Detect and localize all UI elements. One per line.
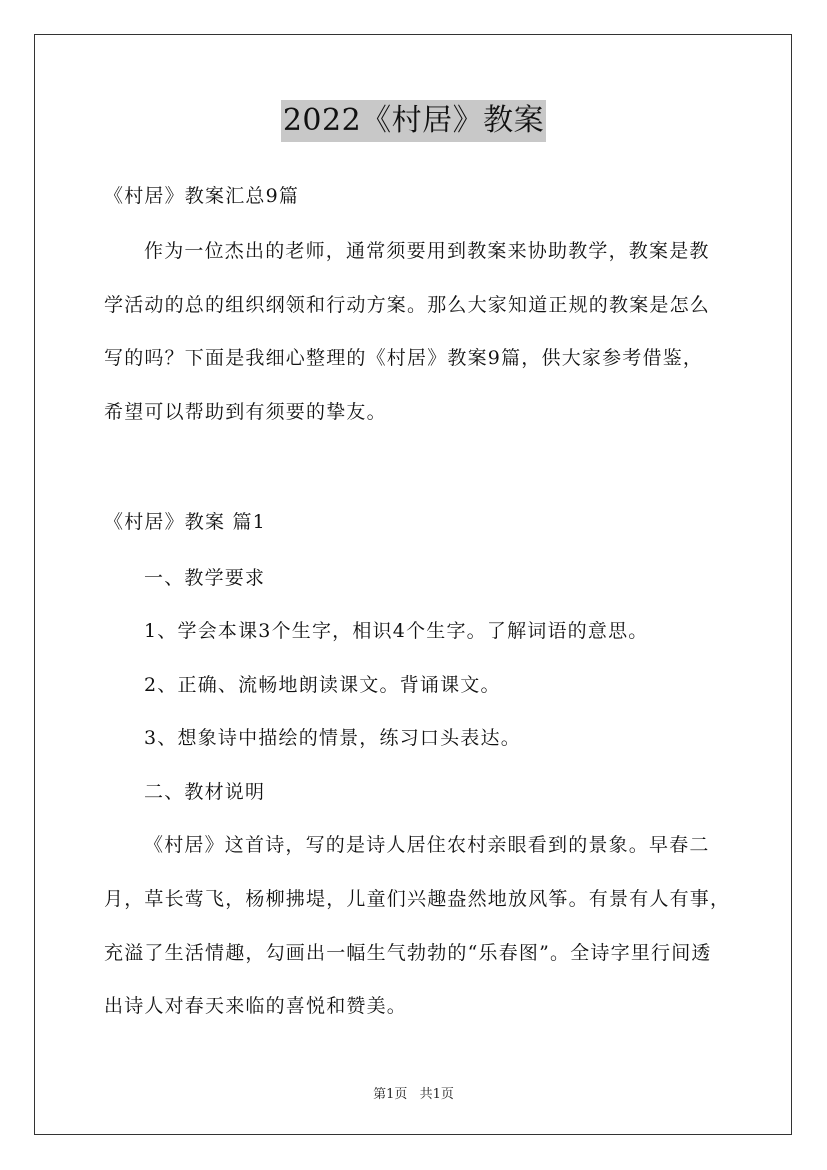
- section-heading: 《村居》教案 篇1: [104, 511, 266, 533]
- intro-line-3: 写的吗？下面是我细心整理的《村居》教案9篇，供大家参考借鉴，: [104, 347, 704, 369]
- intro-line-4: 希望可以帮助到有须要的挚友。: [104, 401, 387, 423]
- page-number: 第1页: [373, 1087, 408, 1102]
- part1-item-1: 1、学会本课3个生字，相识4个生字。了解词语的意思。: [144, 620, 649, 642]
- part1-item-3: 3、想象诗中描绘的情景，练习口头表达。: [144, 727, 521, 749]
- page-footer: [0, 1083, 827, 1102]
- part2-heading: 二、教材说明: [144, 781, 266, 803]
- intro-line-1: 作为一位杰出的老师，通常须要用到教案来协助教学，教案是教: [144, 240, 710, 262]
- intro-line-2: 学活动的总的组织纲领和行动方案。那么大家知道正规的教案是怎么: [104, 294, 711, 316]
- document-title: 2022《村居》教案: [281, 100, 546, 142]
- part2-line-4: 出诗人对春天来临的喜悦和赞美。: [104, 995, 408, 1017]
- part1-heading: 一、教学要求: [144, 567, 266, 589]
- part2-line-1: 《村居》这首诗，写的是诗人居住农村亲眼看到的景象。早春二: [144, 834, 710, 856]
- title-container: [0, 100, 827, 142]
- page-total: 共1页: [419, 1087, 454, 1102]
- part2-line-2: 月，草长莺飞，杨柳拂堤，儿童们兴趣盎然地放风筝。有景有人有事，: [104, 888, 731, 910]
- part2-line-3: 充溢了生活情趣，勾画出一幅生气勃勃的“乐春图”。全诗字里行间透: [104, 942, 712, 964]
- part1-item-2: 2、正确、流畅地朗读课文。背诵课文。: [144, 674, 501, 696]
- document-subtitle: 《村居》教案汇总9篇: [104, 185, 300, 207]
